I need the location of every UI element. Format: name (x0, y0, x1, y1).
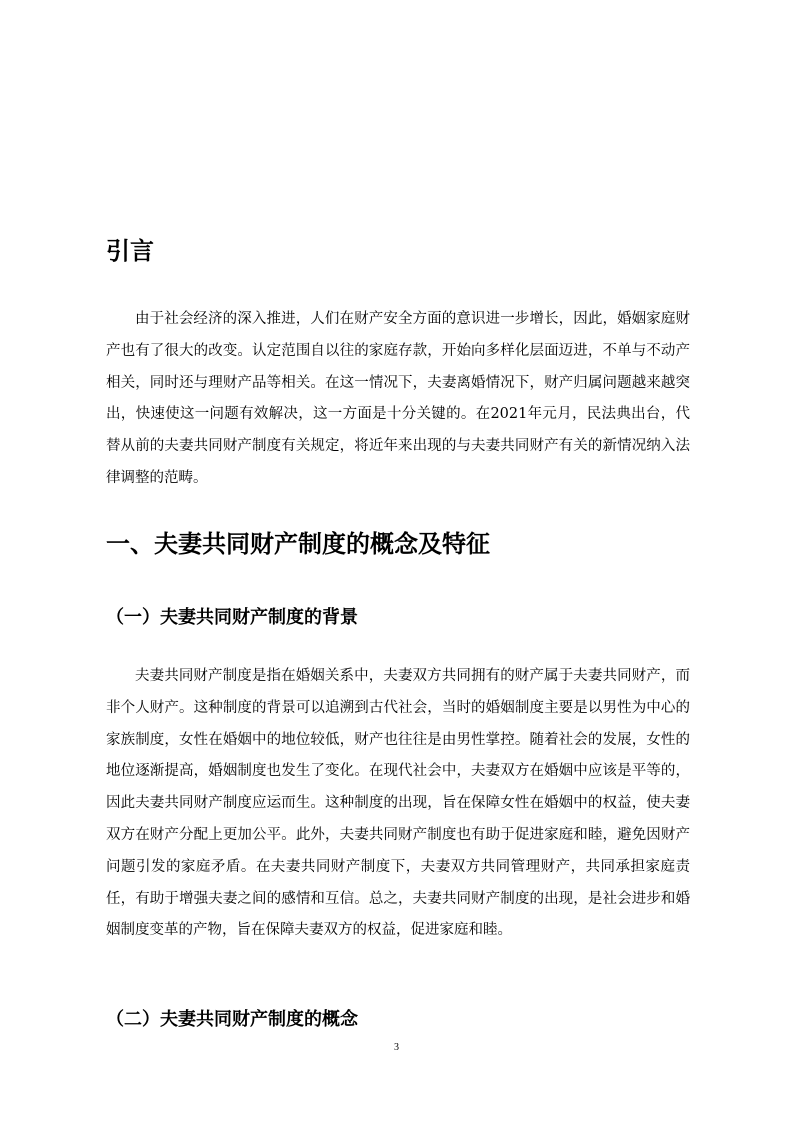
chapter-1-heading: 一、夫妻共同财产制度的概念及特征 (106, 530, 490, 558)
intro-paragraph: 由于社会经济的深入推进，人们在财产安全方面的意识进一步增长，因此，婚姻家庭财产也有了很大的改变。认定范围自以往的家庭存款，开始向多样化层面迈进，不单与不动产相关，同时还与理财产品等相关。在这一情况下，夫妻离婚情况下，财产归属问题越来越突出，快速使这一问题有效解决，这一方面是十分关键的。在2021年元月，民法典出台，代替从前的夫妻共同财产制度有关规定，将近年来出现的与夫妻共同财产有关的新情况纳入法律调整的范畴。 (106, 311, 690, 486)
section-2-heading: （二）夫妻共同财产制度的概念 (106, 1009, 358, 1030)
intro-heading: 引言 (106, 237, 154, 265)
page-number: 3 (394, 1042, 399, 1053)
section-1-paragraph: 夫妻共同财产制度是指在婚姻关系中，夫妻双方共同拥有的财产属于夫妻共同财产，而非个人财产。这种制度的背景可以追溯到古代社会，当时的婚姻制度主要是以男性为中心的家族制度，女性在婚姻中的地位较低，财产也往往是由男性掌控。随着社会的发展，女性的地位逐渐提高，婚姻制度也发生了变化。在现代社会中，夫妻双方在婚姻中应该是平等的，因此夫妻共同财产制度应运而生。这种制度的出现，旨在保障女性在婚姻中的权益，使夫妻双方在财产分配上更加公平。此外，夫妻共同财产制度也有助于促进家庭和睦，避免因财产问题引发的家庭矛盾。在夫妻共同财产制度下，夫妻双方共同管理财产，共同承担家庭责任，有助于增强夫妻之间的感情和互信。总之，夫妻共同财产制度的出现，是社会进步和婚姻制度变革的产物，旨在保障夫妻双方的权益，促进家庭和睦。 (106, 668, 690, 939)
section-1-heading: （一）夫妻共同财产制度的背景 (106, 607, 358, 628)
